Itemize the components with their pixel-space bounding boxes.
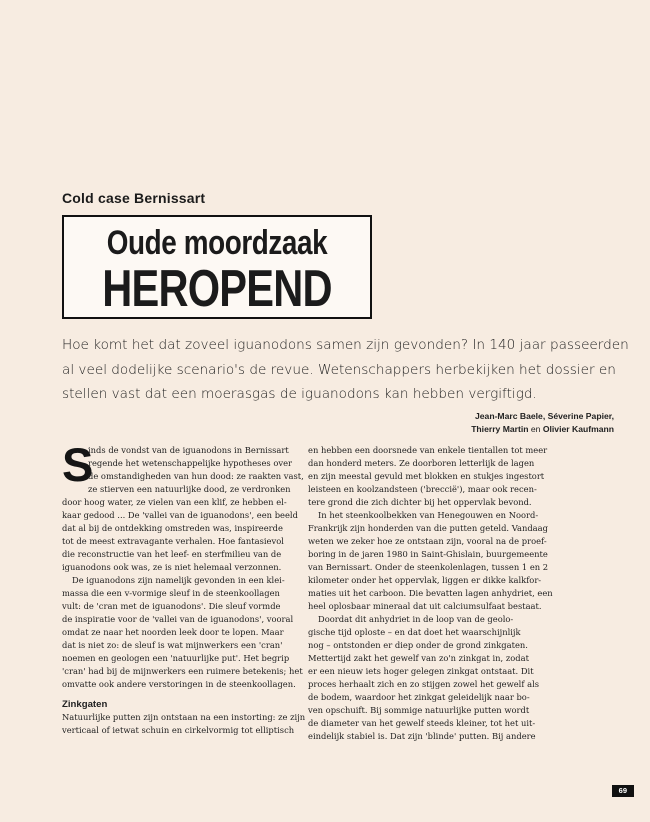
text-line: eindelijk stabiel is. Dat zijn 'blinde' putten. Bij andere: [308, 731, 536, 741]
text-line: proces herhaalt zich en zo stijgen zowel het gewelf als: [308, 679, 540, 689]
text-line: ze stierven een natuurlijke dood, ze verdronken: [88, 484, 291, 494]
article-title-line-1: Oude moordzaak: [106, 224, 328, 262]
text-line: tere grond die zich dichter bij het oppervlak bevond.: [308, 497, 532, 507]
text-line: Frankrijk zijn honderden van die putten geteld. Vandaag: [308, 523, 548, 533]
text-line: nog – ontstonden er diep onder de grond zinkgaten.: [308, 640, 528, 650]
text-line: weten we zeker hoe ze ontstaan zijn, vooral na de proef-: [308, 536, 547, 546]
text-line: dan honderd meters. Ze doorboren letterlijk de lagen: [308, 458, 535, 468]
text-line: inds de vondst van de iguanodons in Bernissart: [88, 445, 289, 455]
authors-line-1: Jean-Marc Baele, Séverine Papier,: [474, 411, 614, 421]
lead-line: Hoe komt het dat zoveel iguanodons samen zijn gevonden? In 140 jaar passeerden: [62, 337, 629, 353]
text-line: gische tijd oploste – en dat doet het waarschijnlijk: [308, 627, 521, 637]
author-name: Thierry Martin: [471, 424, 529, 434]
text-line: door hoog water, ze vielen van een klif, ze hebben el-: [62, 497, 287, 507]
lead-line: stellen vast dat een moerasgas de iguanodons kan hebben vergiftigd.: [62, 386, 537, 402]
paragraph-1: [308, 444, 548, 509]
text-line: dat al bij de ontdekking omstreden was, inspireerde: [62, 523, 283, 533]
text-line: de diameter van het gewelf steeds kleiner, tot het uit-: [308, 718, 536, 728]
text-line: vult: de 'cran met de iguanodons'. Die sleuf vormde: [62, 601, 281, 611]
text-line: In het steenkoolbekken van Henegouwen en Noord-: [318, 510, 539, 520]
subheading: Zinkgaten: [62, 699, 108, 710]
article-title-line-2: HEROPEND: [102, 260, 332, 318]
text-column-left: [62, 438, 306, 737]
text-line: kaar gedood ... De 'vallei van de iguanodons', een beeld: [62, 510, 298, 520]
lead-line: al veel dodelijke scenario's de revue. Wetenschappers herbekijken het dossier en: [62, 361, 616, 378]
text-line: Doordat dit anhydriet in de loop van de geolo-: [318, 614, 514, 624]
text-line: die reconstructie van het leef- en sterfmilieu van de: [62, 549, 282, 559]
article-title-box: [62, 215, 372, 319]
text-line: omdat ze naar het noorden leek door te lopen. Maar: [62, 627, 284, 637]
paragraph-2: [62, 574, 303, 691]
article-lead: [62, 333, 629, 407]
text-line: boring in de jaren 1980 in Saint-Ghislain, buurgemeente: [308, 549, 548, 559]
author-name: Olivier Kaufmann: [542, 424, 614, 434]
text-line: heel oplosbaar mineraal dat uit calciumsulfaat bestaat.: [308, 601, 542, 611]
text-line: leisteen en koolzandsteen ('breccië'), maar ook recen-: [308, 484, 537, 494]
text-line: de bodem, waardoor het zinkgat geleidelijk naar bo-: [308, 692, 530, 702]
paragraph-3: [62, 711, 306, 737]
page-number: 69: [612, 785, 634, 797]
text-line: regende het wetenschappelijke hypotheses over: [88, 458, 292, 468]
article-authors: [471, 410, 614, 436]
authors-conjunction: en: [530, 424, 541, 434]
paragraph-3: [308, 613, 538, 743]
text-line: de omstandigheden van hun dood: ze raakten vast,: [88, 471, 304, 481]
text-line: dat is niet zo: de sleuf is wat mijnwerkers een 'cran': [62, 640, 283, 650]
text-line: de inspiratie voor de 'vallei van de iguanodons', vooral: [62, 614, 294, 624]
text-column-right: [308, 444, 553, 743]
paragraph-2: [308, 509, 553, 613]
text-line: en zijn meestal gevuld met blokken en stukjes ingestort: [308, 471, 545, 481]
text-line: Mettertijd zakt het gewelf van zo'n zinkgat in, zodat: [308, 653, 529, 663]
text-line: kilometer onder het oppervlak, liggen er dikke kalkfor-: [308, 575, 542, 585]
text-line: verticaal of ietwat schuin en cirkelvormig tot elliptisch: [62, 725, 295, 735]
text-line: De iguanodons zijn namelijk gevonden in een klei-: [72, 575, 285, 585]
text-line: en hebben een doorsnede van enkele tientallen tot meer: [308, 445, 548, 455]
text-line: er een nieuw iets hoger gelegen zinkgat ontstaat. Dit: [308, 666, 534, 676]
text-line: 'cran' had bij de mijnwerkers een ruimere betekenis; het: [62, 666, 303, 676]
text-line: maties uit het carboon. Die bevatten lagen anhydriet, een: [308, 588, 553, 598]
text-line: noemen en geologen een 'natuurlijke put'. Het begrip: [62, 653, 290, 663]
text-line: ven opschuift. Bij sommige natuurlijke putten wordt: [308, 705, 530, 715]
text-line: Natuurlijke putten zijn ontstaan na een instorting: ze zijn: [62, 712, 306, 722]
text-line: tot de meest extravagante verhalen. Hoe fantasievol: [62, 536, 284, 546]
paragraph-1: [62, 438, 304, 574]
article-kicker: Cold case Bernissart: [62, 190, 206, 206]
text-line: massa die een v-vormige sleuf in de steenkoollagen: [62, 588, 280, 598]
authors-line-2: [471, 423, 614, 436]
drop-cap: S: [62, 438, 94, 491]
text-line: van Bernissart. Onder de steenkolenlagen, tussen 1 en 2: [308, 562, 549, 572]
text-line: omvatte ook andere verstoringen in de steenkoollagen.: [62, 679, 296, 689]
text-line: iguanodons ook was, ze is niet helemaal verzonnen.: [62, 562, 282, 572]
